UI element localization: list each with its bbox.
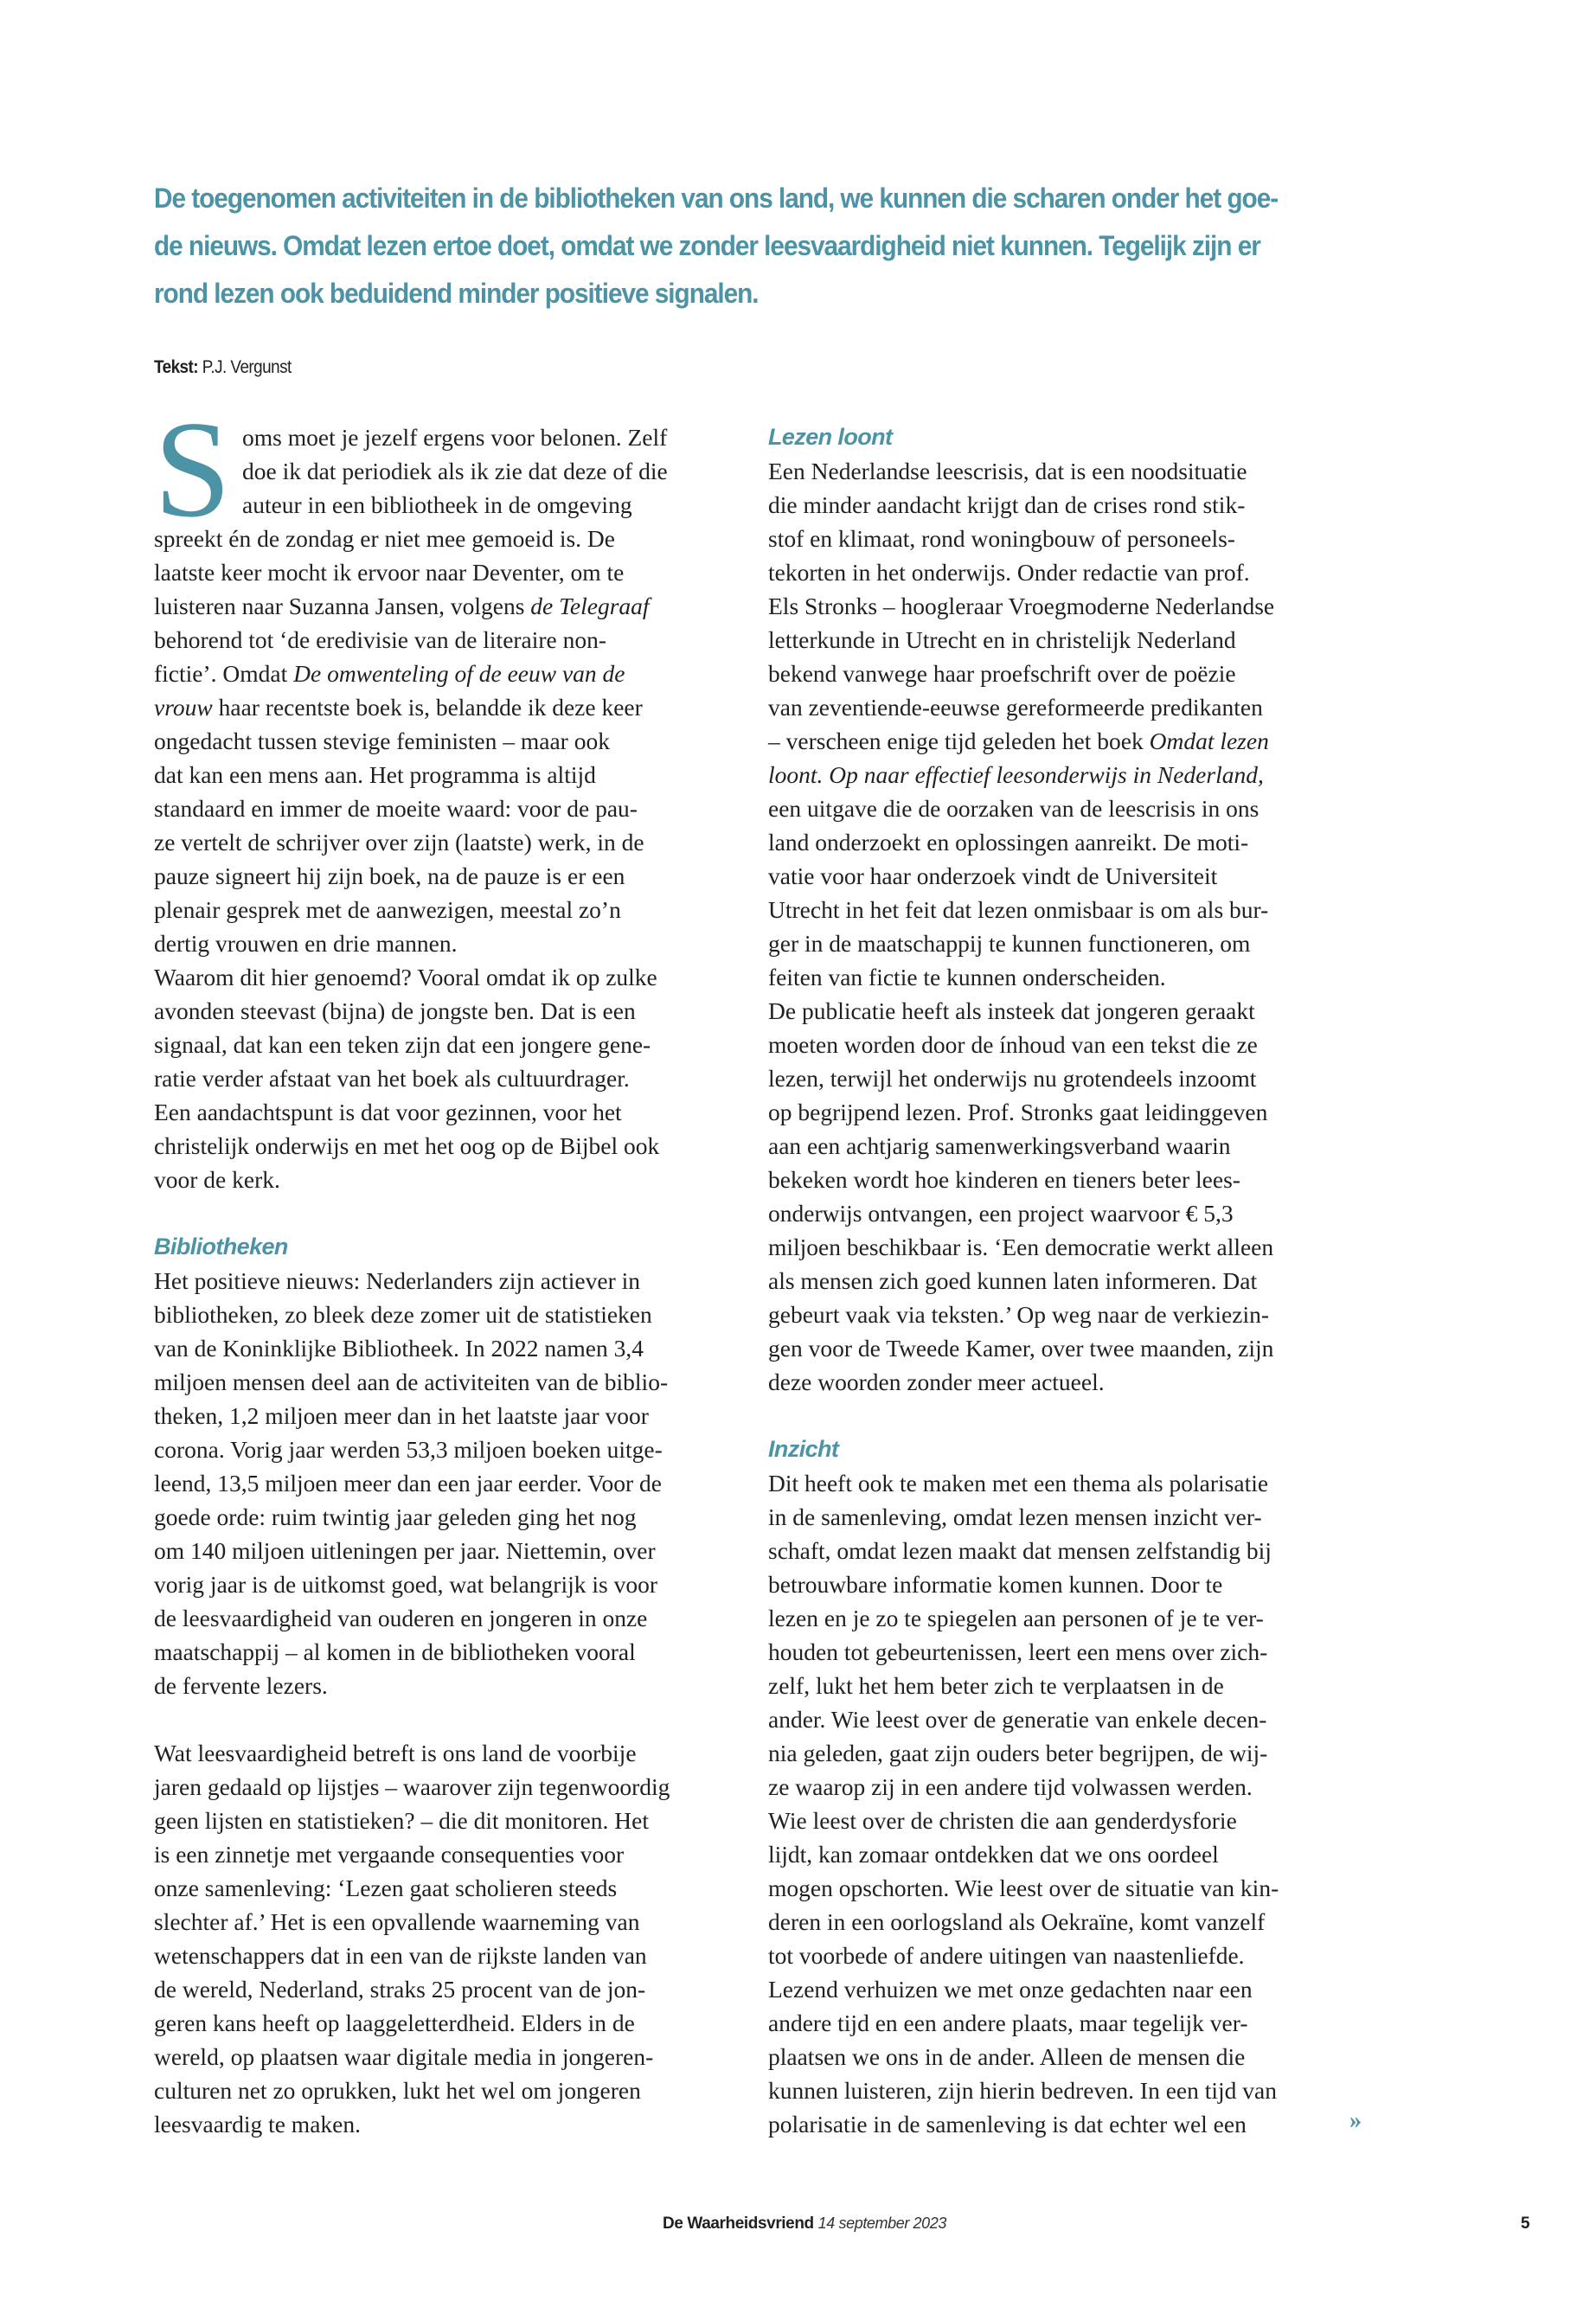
text-segment: tekorten in het onderwijs. Onder redactie van prof. — [768, 559, 1250, 586]
text-segment: Lezend verhuizen we met onze gedachten naar een — [768, 1976, 1253, 2003]
text-segment: geen lijsten en statistieken? – die dit monitoren. Het — [154, 1807, 650, 1834]
lead-paragraph — [154, 175, 1278, 317]
text-segment: van de Koninklijke Bibliotheek. In 2022 namen 3,4 — [154, 1335, 644, 1362]
text-line — [154, 1028, 742, 1061]
text-line — [154, 1331, 742, 1365]
text-segment: Dit heeft ook te maken met een thema als polarisatie — [768, 1470, 1269, 1497]
text-segment: Waarom dit hier genoemd? Vooral omdat ik op zulke — [154, 964, 657, 990]
text-segment: haar recentste boek is, belandde ik deze keer — [212, 694, 643, 721]
text-segment: die minder aandacht krijgt dan de crises rond stik- — [768, 491, 1246, 518]
magazine-name: De Waarheidsvriend — [663, 2214, 814, 2233]
text-line — [768, 1028, 1356, 1061]
text-segment: leesvaardig te maken. — [154, 2111, 361, 2138]
text-segment: ze vertelt de schrijver over zijn (laatste) werk, in de — [154, 829, 644, 856]
text-line — [768, 522, 1356, 555]
text-line — [154, 825, 742, 859]
text-line — [154, 1196, 742, 1230]
text-line — [154, 1939, 742, 1972]
italic-text: vrouw — [154, 694, 213, 721]
text-line — [154, 1635, 742, 1669]
text-line — [768, 1230, 1356, 1264]
text-segment: ongedacht tussen stevige feministen – maar ook — [154, 727, 610, 754]
text-line — [154, 1466, 742, 1500]
text-line — [768, 1736, 1356, 1770]
text-line — [768, 724, 1356, 758]
text-line — [768, 690, 1356, 724]
text-line — [768, 2006, 1356, 2040]
text-line — [154, 1365, 742, 1399]
byline — [154, 357, 292, 378]
text-segment: ratie verder afstaat van het boek als cultuurdrager. — [154, 1065, 630, 1092]
text-line — [154, 859, 742, 893]
text-segment: Inzicht — [768, 1436, 839, 1462]
italic-text: De omwenteling of de eeuw van de — [293, 660, 625, 687]
text-line — [768, 1669, 1356, 1702]
text-segment: letterkunde in Utrecht en in christelijk Nederland — [768, 626, 1236, 653]
text-segment: standaard en immer de moeite waard: voor de pau- — [154, 795, 638, 822]
text-line — [154, 1871, 742, 1905]
page-footer — [663, 2214, 946, 2234]
text-segment: ger in de maatschappij te kunnen functioneren, om — [768, 930, 1251, 957]
text-segment: nia geleden, gaat zijn ouders beter begrijpen, de wij- — [768, 1740, 1268, 1766]
text-segment: aan een achtjarig samenwerkingsverband waarin — [768, 1132, 1231, 1159]
text-line — [154, 994, 742, 1028]
text-line — [768, 623, 1356, 657]
text-line — [768, 1635, 1356, 1669]
text-line — [154, 1264, 742, 1298]
text-segment: bekeken wordt hoe kinderen en tieners beter lees- — [768, 1166, 1240, 1193]
text-segment: Els Stronks – hoogleraar Vroegmoderne Nederlandse — [768, 593, 1275, 619]
text-segment: feiten van fictie te kunnen onderscheiden. — [768, 964, 1166, 990]
section-heading — [768, 1433, 1356, 1466]
text-segment: spreekt én de zondag er niet mee gemoeid is. De — [154, 525, 615, 552]
text-segment: luisteren naar Suzanna Jansen, volgens — [154, 593, 531, 619]
text-line — [154, 555, 742, 589]
section-heading — [768, 420, 1356, 454]
text-line — [154, 792, 742, 825]
text-segment: stof en klimaat, rond woningbouw of personeels- — [768, 525, 1235, 552]
text-segment: betrouwbare informatie komen kunnen. Door te — [768, 1571, 1223, 1598]
byline-author: P.J. Vergunst — [202, 357, 292, 377]
text-line — [154, 893, 742, 926]
text-segment: lezen en je zo te spiegelen aan personen of je te ver- — [768, 1605, 1264, 1631]
text-segment: culturen net zo oprukken, lukt het wel om jongeren — [154, 2077, 641, 2104]
text-segment: behorend tot ‘de eredivisie van de literaire non- — [154, 626, 607, 653]
text-line — [154, 2006, 742, 2040]
text-line — [768, 589, 1356, 623]
text-segment: mogen opschorten. Wie leest over de situatie van kin- — [768, 1875, 1279, 1901]
text-segment: fictie’. Omdat — [154, 660, 294, 687]
text-line — [154, 1567, 742, 1601]
text-line — [768, 1264, 1356, 1298]
text-line — [154, 1804, 742, 1837]
text-segment: vorig jaar is de uitkomst goed, wat belangrijk is voor — [154, 1571, 657, 1598]
text-line — [154, 1669, 742, 1702]
text-line — [154, 1736, 742, 1770]
text-segment: signaal, dat kan een teken zijn dat een jongere gene- — [154, 1031, 651, 1058]
text-segment: bibliotheken, zo bleek deze zomer uit de statistieken — [154, 1301, 652, 1328]
text-segment: gebeurt vaak via teksten.’ Op weg naar de verkiezin- — [768, 1301, 1270, 1328]
text-segment: miljoen mensen deel aan de activiteiten van de biblio- — [154, 1368, 669, 1395]
text-segment: slechter af.’ Het is een opvallende waarneming van — [154, 1908, 640, 1935]
text-segment: doe ik dat periodiek als ik zie dat deze of die — [242, 458, 668, 484]
text-line — [154, 1163, 742, 1196]
text-line — [768, 792, 1356, 825]
text-line — [768, 1939, 1356, 1972]
text-line — [768, 1837, 1356, 1871]
text-line — [768, 1567, 1356, 1601]
text-segment: ander. Wie leest over de generatie van enkele decen- — [768, 1706, 1267, 1733]
text-segment: van zeventiende-eeuwse gereformeerde predikanten — [768, 694, 1263, 721]
text-segment: plaatsen we ons in de ander. Alleen de mensen die — [768, 2043, 1246, 2070]
text-segment: De publicatie heeft als insteek dat jongeren geraakt — [768, 997, 1255, 1024]
text-line — [768, 1972, 1356, 2006]
text-segment: tot voorbede of andere uitingen van naastenliefde. — [768, 1942, 1245, 1969]
text-segment: gen voor de Tweede Kamer, over twee maanden, zijn — [768, 1335, 1274, 1362]
text-line — [154, 522, 742, 555]
text-line — [768, 1466, 1356, 1500]
text-segment: schaft, omdat lezen maakt dat mensen zelfstandig bij — [768, 1537, 1272, 1564]
text-line — [154, 1534, 742, 1567]
text-segment: onze samenleving: ‘Lezen gaat scholieren steeds — [154, 1875, 618, 1901]
text-segment: deze woorden zonder meer actueel. — [768, 1368, 1105, 1395]
text-segment: polarisatie in de samenleving is dat echter wel een — [768, 2111, 1247, 2138]
text-line — [768, 1365, 1356, 1399]
page-number: 5 — [1521, 2214, 1530, 2233]
text-segment: dertig vrouwen en drie mannen. — [154, 930, 458, 957]
text-segment: land onderzoekt en oplossingen aanreikt. De moti- — [768, 829, 1249, 856]
text-line — [154, 758, 742, 792]
text-line — [154, 1837, 742, 1871]
text-line — [154, 657, 742, 690]
text-segment: jaren gedaald op lijstjes – waarover zijn tegenwoordig — [154, 1773, 670, 1800]
text-line — [154, 623, 742, 657]
text-line — [768, 1095, 1356, 1129]
text-segment: wetenschappers dat in een van de rijkste landen van — [154, 1942, 647, 1969]
text-line — [768, 1601, 1356, 1635]
text-line — [154, 2073, 742, 2107]
text-segment: in de samenleving, omdat lezen mensen inzicht ver- — [768, 1503, 1262, 1530]
text-segment: op begrijpend lezen. Prof. Stronks gaat leidinggeven — [768, 1099, 1268, 1125]
text-segment: laatste keer mocht ik ervoor naar Deventer, om te — [154, 559, 625, 586]
text-segment: de fervente lezers. — [154, 1672, 328, 1699]
issue-date: 14 september 2023 — [817, 2214, 946, 2232]
text-line — [768, 758, 1356, 792]
text-segment: lijdt, kan zomaar ontdekken dat we ons oordeel — [768, 1841, 1219, 1868]
text-line — [154, 1061, 742, 1095]
text-line — [768, 2107, 1356, 2141]
text-segment: Een aandachtspunt is dat voor gezinnen, voor het — [154, 1099, 622, 1125]
text-line — [768, 555, 1356, 589]
text-segment: Bibliotheken — [154, 1234, 288, 1259]
text-line — [154, 1298, 742, 1331]
lead-line: De toegenomen activiteiten in de bibliotheken van ons land, we kunnen die scharen onder het goe- — [154, 183, 1279, 214]
lead-line: de nieuws. Omdat lezen ertoe doet, omdat we zonder leesvaardigheid niet kunnen. Tegelijk zijn er — [154, 230, 1260, 261]
text-segment: is een zinnetje met vergaande consequenties voor — [154, 1841, 625, 1868]
text-line — [768, 1196, 1356, 1230]
text-line — [768, 994, 1356, 1028]
text-segment: auteur in een bibliotheek in de omgeving — [242, 491, 632, 518]
text-segment: lezen, terwijl het onderwijs nu grotendeels inzoomt — [768, 1065, 1257, 1092]
text-segment: onderwijs ontvangen, een project waarvoor € 5,3 — [768, 1200, 1234, 1227]
text-segment: – verscheen enige tijd geleden het boek — [768, 727, 1150, 754]
text-segment: miljoen beschikbaar is. ‘Een democratie werkt alleen — [768, 1234, 1274, 1260]
text-line — [154, 454, 742, 488]
text-line — [768, 859, 1356, 893]
text-line — [154, 1399, 742, 1433]
text-line — [154, 1433, 742, 1466]
text-line — [768, 1905, 1356, 1939]
text-segment: Lezen loont — [768, 424, 893, 450]
text-line — [154, 420, 742, 454]
text-line — [768, 1061, 1356, 1095]
text-line — [154, 1972, 742, 2006]
text-segment: vatie voor haar onderzoek vindt de Universiteit — [768, 862, 1218, 889]
text-line — [768, 1534, 1356, 1567]
text-line — [154, 1905, 742, 1939]
text-line — [768, 893, 1356, 926]
text-line — [154, 589, 742, 623]
text-line — [154, 1770, 742, 1804]
text-segment: voor de kerk. — [154, 1166, 280, 1193]
text-line — [768, 488, 1356, 522]
text-segment: goede orde: ruim twintig jaar geleden ging het nog — [154, 1503, 637, 1530]
section-heading — [154, 1230, 742, 1264]
text-segment: Utrecht in het feit dat lezen onmisbaar is om als bur- — [768, 896, 1269, 923]
text-line — [768, 2073, 1356, 2107]
drop-cap: S — [154, 392, 231, 546]
text-segment: leend, 13,5 miljoen meer dan een jaar eerder. Voor de — [154, 1470, 662, 1497]
text-segment: de wereld, Nederland, straks 25 procent van de jon- — [154, 1976, 646, 2003]
text-line — [154, 1702, 742, 1736]
text-segment: theken, 1,2 miljoen meer dan in het laatste jaar voor — [154, 1402, 649, 1429]
text-segment: Wat leesvaardigheid betreft is ons land de voorbije — [154, 1740, 637, 1766]
text-segment: oms moet je jezelf ergens voor belonen. Zelf — [242, 424, 668, 451]
text-segment: als mensen zich goed kunnen laten informeren. Dat — [768, 1267, 1258, 1294]
text-segment: geren kans heeft op laaggeletterdheid. Elders in de — [154, 2009, 635, 2036]
text-segment: moeten worden door de ínhoud van een tekst die ze — [768, 1031, 1258, 1058]
text-segment: maatschappij – al komen in de bibliotheken vooral — [154, 1638, 636, 1665]
text-segment: Een Nederlandse leescrisis, dat is een noodsituatie — [768, 458, 1247, 484]
text-segment: andere tijd en een andere plaats, maar tegelijk ver- — [768, 2009, 1248, 2036]
byline-label: Tekst: — [154, 357, 199, 377]
text-segment: een uitgave die de oorzaken van de leescrisis in ons — [768, 795, 1259, 822]
text-line — [154, 724, 742, 758]
text-segment: Het positieve nieuws: Nederlanders zijn actiever in — [154, 1267, 641, 1294]
text-line — [154, 1500, 742, 1534]
text-line — [768, 1500, 1356, 1534]
text-line — [768, 1298, 1356, 1331]
article-column-right — [768, 420, 1356, 2141]
text-segment: corona. Vorig jaar werden 53,3 miljoen boeken uitge- — [154, 1436, 663, 1463]
text-segment: plenair gesprek met de aanwezigen, meestal zo’n — [154, 896, 621, 923]
text-line — [768, 657, 1356, 690]
text-segment: houden tot gebeurtenissen, leert een mens over zich- — [768, 1638, 1268, 1665]
article-column-left — [154, 420, 742, 2141]
text-line — [768, 1399, 1356, 1433]
text-line — [768, 1702, 1356, 1736]
text-line — [154, 488, 742, 522]
text-line — [154, 960, 742, 994]
text-segment: avonden steevast (bijna) de jongste ben. Dat is een — [154, 997, 636, 1024]
text-line — [768, 1770, 1356, 1804]
text-line — [768, 1163, 1356, 1196]
lead-line: rond lezen ook beduidend minder positieve signalen. — [154, 278, 759, 309]
text-segment: zelf, lukt het hem beter zich te verplaatsen in de — [768, 1672, 1224, 1699]
text-line — [154, 926, 742, 960]
text-line — [768, 1871, 1356, 1905]
italic-text: loont. Op naar effectief leesonderwijs in Nederland, — [768, 761, 1264, 788]
text-line — [154, 1129, 742, 1163]
text-line — [768, 2040, 1356, 2073]
text-segment: bekend vanwege haar proefschrift over de poëzie — [768, 660, 1236, 687]
text-segment: dat kan een mens aan. Het programma is altijd — [154, 761, 596, 788]
text-line — [768, 825, 1356, 859]
text-segment: de leesvaardigheid van ouderen en jongeren in onze — [154, 1605, 648, 1631]
text-line — [154, 1601, 742, 1635]
text-line — [768, 1331, 1356, 1365]
text-line — [768, 960, 1356, 994]
text-segment: deren in een oorlogsland als Oekraïne, komt vanzelf — [768, 1908, 1266, 1935]
text-segment: ze waarop zij in een andere tijd volwassen werden. — [768, 1773, 1253, 1800]
text-segment: pauze signeert hij zijn boek, na de pauze is er een — [154, 862, 625, 889]
text-line — [768, 1129, 1356, 1163]
text-segment: kunnen luisteren, zijn hierin bedreven. In een tijd van — [768, 2077, 1278, 2104]
text-line — [768, 454, 1356, 488]
text-line — [154, 690, 742, 724]
text-line — [154, 2107, 742, 2141]
continue-arrow-icon: » — [1349, 2107, 1362, 2134]
text-segment: Wie leest over de christen die aan genderdysforie — [768, 1807, 1237, 1834]
text-segment: wereld, op plaatsen waar digitale media in jongeren- — [154, 2043, 654, 2070]
text-segment: om 140 miljoen uitleningen per jaar. Niettemin, over — [154, 1537, 656, 1564]
text-line — [768, 1804, 1356, 1837]
italic-text: Omdat lezen — [1149, 727, 1269, 754]
text-line — [768, 926, 1356, 960]
text-segment: christelijk onderwijs en met het oog op de Bijbel ook — [154, 1132, 660, 1159]
text-line — [154, 1095, 742, 1129]
italic-text: de Telegraaf — [530, 593, 650, 619]
text-line — [154, 2040, 742, 2073]
